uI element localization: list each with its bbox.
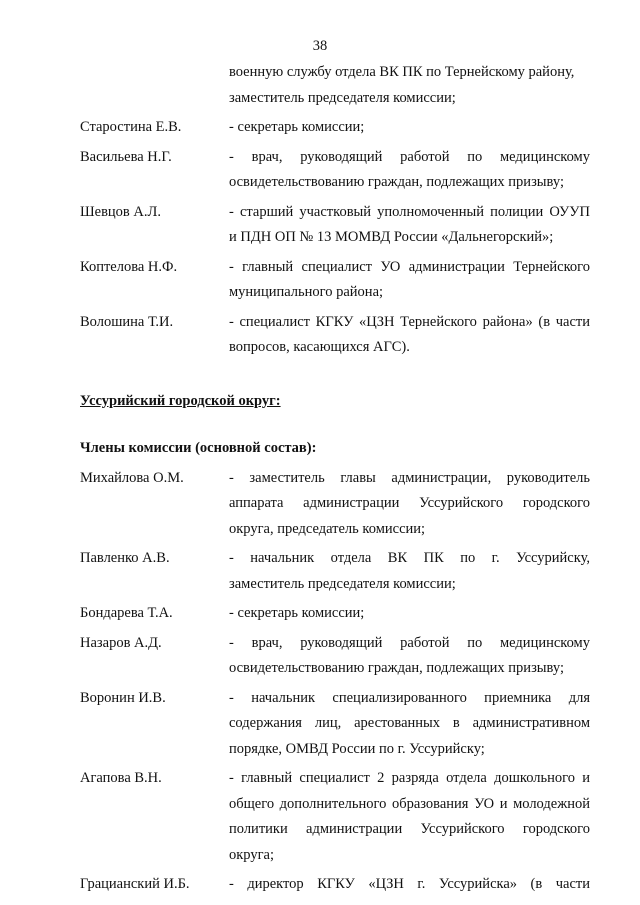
member-name: Агапова В.Н.	[80, 770, 162, 786]
member-role-line: округа, председатель комиссии;	[229, 520, 426, 537]
commission-members-list	[80, 115, 590, 361]
member-role-line: муниципального района;	[229, 284, 384, 300]
member-entry	[80, 466, 590, 543]
member-role-line: - специалист КГКУ «ЦЗН Тернейского района» (в части	[229, 313, 590, 330]
member-role-line: - главный специалист 2 разряда отдела дошкольного и	[229, 770, 590, 786]
member-name: Назаров А.Д.	[80, 634, 162, 651]
member-entry	[80, 115, 590, 141]
member-entry	[80, 310, 590, 361]
member-name: Волошина Т.И.	[80, 313, 174, 330]
member-entry	[80, 255, 590, 306]
section-title: Уссурийский городской округ:	[80, 392, 281, 409]
member-role-line: содержания лиц, арестованных в административном	[229, 715, 590, 731]
member-role-line: заместитель председателя комиссии;	[229, 575, 456, 592]
member-role-line: вопросов, касающихся АГС).	[229, 339, 410, 355]
member-entry	[80, 200, 590, 251]
member-role-line: - начальник отдела ВК ПК по г. Уссурийску,	[229, 550, 590, 566]
member-role-line: общего дополнительного образования УО и молодежной	[229, 795, 590, 812]
member-role-line: - главный специалист УО администрации Тернейского	[229, 258, 590, 275]
continuation-line: военную службу отдела ВК ПК по Тернейскому району,	[229, 64, 575, 80]
member-role-line: округа;	[229, 846, 275, 863]
member-role	[229, 200, 590, 251]
member-role-line: - врач, руководящий работой по медицинскому	[229, 148, 590, 165]
member-role-line: и ПДН ОП № 13 МОМВД России «Дальнегорский»;	[229, 229, 554, 245]
member-role	[229, 466, 590, 543]
member-role	[229, 255, 590, 306]
member-role-line: - секретарь комиссии;	[229, 119, 365, 135]
member-name: Воронин И.В.	[80, 689, 166, 706]
member-role-line: - старший участковый уполномоченный полиции ОУУП	[229, 203, 590, 220]
member-name: Грацианский И.Б.	[80, 876, 190, 892]
member-entry	[80, 145, 590, 196]
member-role	[229, 115, 590, 141]
member-role-line: порядке, ОМВД России по г. Уссурийску;	[229, 740, 485, 757]
member-role	[229, 872, 590, 898]
member-role-line: политики администрации Уссурийского городского	[229, 821, 590, 837]
subsection-title: Члены комиссии (основной состав):	[80, 440, 317, 456]
continuation-line: заместитель председателя комиссии;	[229, 89, 456, 106]
member-role-line: - секретарь комиссии;	[229, 605, 365, 621]
member-role-line: - начальник специализированного приемника для	[229, 689, 590, 706]
member-role	[229, 601, 590, 627]
member-entry	[80, 766, 590, 868]
member-entry	[80, 601, 590, 627]
member-role-line: - директор КГКУ «ЦЗН г. Уссурийска» (в части	[229, 876, 590, 892]
member-role-line: - врач, руководящий работой по медицинскому	[229, 634, 590, 651]
member-name: Бондарева Т.А.	[80, 605, 173, 621]
member-name: Шевцов А.Л.	[80, 203, 161, 220]
member-entry	[80, 546, 590, 597]
member-role-line: - заместитель главы администрации, руководитель	[229, 469, 590, 486]
member-name: Михайлова О.М.	[80, 469, 184, 486]
page-number: 38	[312, 38, 328, 54]
member-role	[229, 310, 590, 361]
member-role	[229, 766, 590, 868]
commission-members-list	[80, 466, 590, 898]
member-entry	[80, 686, 590, 763]
member-name: Старостина Е.В.	[80, 119, 182, 135]
member-role	[229, 546, 590, 597]
member-role-line: аппарата администрации Уссурийского городского	[229, 495, 590, 511]
member-entry	[80, 872, 590, 898]
member-name: Васильева Н.Г.	[80, 148, 172, 165]
member-role-line: освидетельствованию граждан, подлежащих призыву;	[229, 174, 564, 190]
member-role	[229, 686, 590, 763]
member-role-line: освидетельствованию граждан, подлежащих призыву;	[229, 660, 564, 676]
member-role	[229, 145, 590, 196]
member-entry	[80, 631, 590, 682]
member-role	[229, 631, 590, 682]
member-name: Павленко А.В.	[80, 550, 170, 566]
member-name: Коптелова Н.Ф.	[80, 258, 178, 275]
document-body	[80, 60, 590, 898]
